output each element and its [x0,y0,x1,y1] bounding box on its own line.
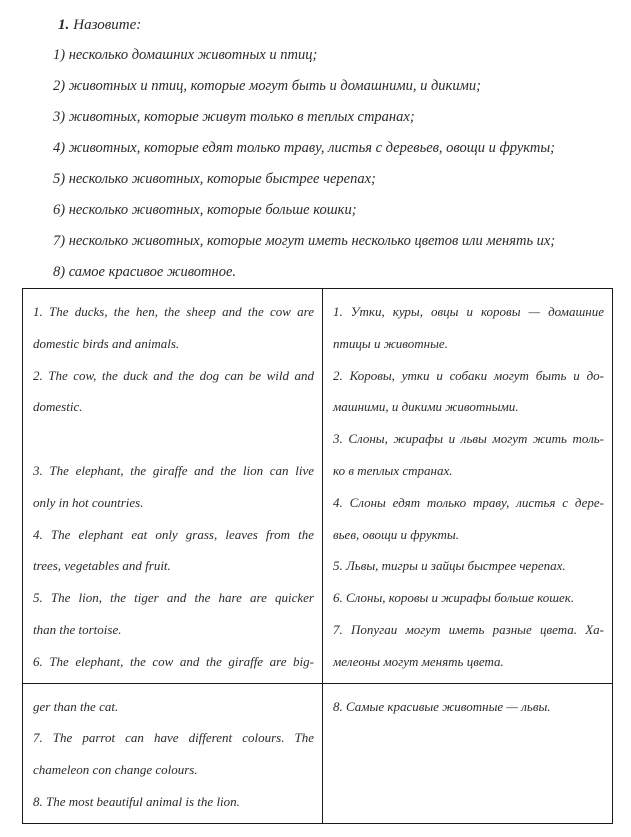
answer-en-line: 5. The lion, the tiger and the hare are quicker [33,590,314,606]
task-item: 2) животных и птиц, которые могут быть и домашними, и дикими; [53,78,481,94]
answer-en-line: domestic birds and animals. [33,335,180,351]
exercise-title-text: Назовите: [73,17,142,33]
task-item: 3) животных, которые живут только в теплых странах; [53,109,415,125]
table-cell-russian [323,289,612,683]
answer-en-line: 2. The cow, the duck and the dog can be wild and [33,367,314,383]
table-row [23,684,612,823]
answer-ru-line: машними, и дикими животными. [333,399,519,415]
answer-ru-line: 2. Коровы, утки и собаки могут быть и до- [333,367,604,383]
task-item: 5) несколько животных, которые быстрее черепах; [53,171,376,187]
answer-ru-line: ко в теплых странах. [333,462,453,478]
answer-en-line: than the tortoise. [33,621,122,637]
answer-ru-line: птицы и животные. [333,335,448,351]
exercise-number: 1. [58,17,70,33]
task-item: 8) самое красивое животное. [53,264,237,280]
answer-ru-line: мелеоны могут менять цвета. [333,653,504,669]
task-item: 1) несколько домашних животных и птиц; [53,47,318,63]
answer-en-line: 1. The ducks, the hen, the sheep and the cow are [33,304,314,319]
table-row [23,289,612,684]
answer-ru-line: 8. Самые красивые животные — львы. [333,698,551,714]
answers-table [22,288,613,824]
task-item: 7) несколько животных, которые могут иметь несколько цветов или менять их; [53,233,556,249]
answer-ru-line: 7. Попугаи могут иметь разные цвета. Ха- [333,621,604,637]
exercise-header [0,0,631,288]
answer-ru-line: 3. Слоны, жирафы и львы могут жить толь- [333,431,604,447]
task-item: 6) несколько животных, которые больше кошки; [53,202,357,218]
task-item: 4) животных, которые едят только траву, листья с деревьев, овощи и фрукты; [53,140,555,156]
answer-en-line: 3. The elephant, the giraffe and the lion can live [33,462,314,478]
answer-ru-line: 4. Слоны едят только траву, листья с дере- [333,494,604,510]
answer-en-line: ger than the cat. [33,698,119,714]
exercise-title [53,12,621,38]
table-cell-english [23,684,323,823]
answer-ru-line: 5. Львы, тигры и зайцы быстрее черепах. [333,558,566,574]
answer-en-line: trees, vegetables and fruit. [33,558,171,574]
answer-ru-line: вьев, овощи и фрукты. [333,526,459,542]
blank-line [33,423,314,455]
answer-ru-line: 6. Слоны, коровы и жирафы больше кошек. [333,590,575,606]
answer-en-line: only in hot countries. [33,494,144,510]
answer-ru-line: 1. Утки, куры, овцы и коровы — домашние [333,304,604,319]
answer-en-line: domestic. [33,399,83,415]
answer-en-line: 7. The parrot can have different colours. The [33,730,314,746]
answer-en-line: 6. The elephant, the cow and the giraffe are big- [33,653,314,669]
answer-en-line: 4. The elephant eat only grass, leaves from the [33,526,314,542]
table-cell-russian [323,684,612,823]
answer-en-line: chameleon con change colours. [33,762,198,778]
table-cell-english [23,289,323,683]
answer-en-line: 8. The most beautiful animal is the lion. [33,793,240,809]
